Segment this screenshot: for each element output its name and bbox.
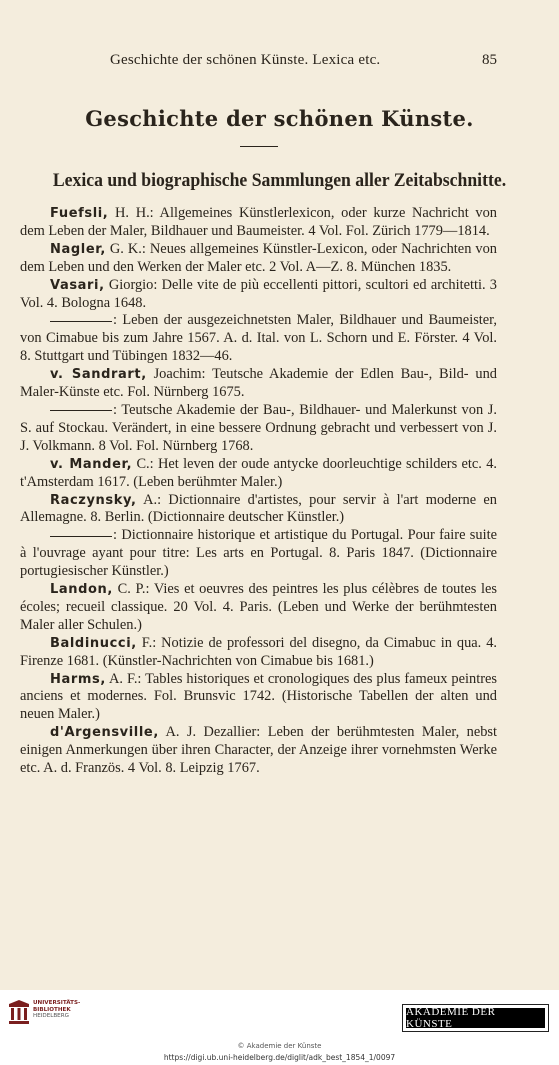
university-library-logo-icon[interactable] <box>8 1000 30 1026</box>
entry-text: G. K.: Neues allgemeines Künstler-Lexicon, oder Nachrichten von dem Leben und den Werken der Maler etc. 2 Vol. A—Z. 8. München 1835. <box>20 240 497 275</box>
university-library-name[interactable]: UNIVERSITÄTS- BIBLIOTHEK HEIDELBERG <box>33 1000 81 1020</box>
bibliography-entry <box>20 456 497 492</box>
bibliography-entry <box>20 581 497 635</box>
author-name: Nagler, <box>50 241 106 257</box>
entry-text: H. H.: Allgemeines Künstlerlexicon, oder kurze Nachricht von dem Leben der Maler, Bildhauer und Baumeister. 4 Vol. Fol. Zürich 1779—1814. <box>20 205 497 239</box>
bibliography-entry <box>20 527 497 581</box>
entry-text: C.: Het leven der oude antycke doorleuchtige schilders etc. 4. t'Amsterdam 1617. (Leben berühmter Maler.) <box>20 455 498 490</box>
bibliography-entry <box>20 366 497 402</box>
entry-text: : Leben der ausgezeichnetsten Maler, Bildhauer und Baumeister, von Cimabue bis zum Jahre 1567. A. d. Ital. von L. Schorn und E. Förster. 4 Vol. 8. Stuttgart und Tübingen 1832—46. <box>20 312 497 365</box>
author-name: v. Sandrart, <box>50 367 147 383</box>
permalink-url[interactable]: https://digi.ub.uni-heidelberg.de/diglit/adk_best_1854_1/0097 <box>163 1053 396 1062</box>
entry-text: : Dictionnaire historique et artistique du Portugal. Pour faire suite à l'ouvrage ayant pour titre: Les arts en Portugal. 8. Paris 1847. (Dictionnaire portugiesischer Künstler.) <box>20 527 497 580</box>
bibliography-entry <box>20 492 497 528</box>
author-name: v. Mander, <box>50 456 133 472</box>
akademie-logo-text: AKADEMIE DER KÜNSTE <box>406 1008 545 1028</box>
bibliography-entry <box>20 671 497 725</box>
author-name: Harms, <box>50 671 106 687</box>
bibliography-entries <box>20 205 497 778</box>
ditto-dash <box>50 410 112 411</box>
copyright-notice: © Akademie der Künste <box>237 1042 322 1050</box>
entry-text: A. J. Dezallier: Leben der berühmtesten Maler, nebst einigen Anmerkungen über ihren Character, der Anzeige ihrer vornehmsten Werke etc. A. d. Französ. 4 Vol. 8. Leipzig 1767. <box>20 724 497 777</box>
section-title: Lexica und biographische Sammlungen aller Zeitabschnitte. <box>52 170 507 191</box>
running-head <box>0 52 559 74</box>
bibliography-entry <box>20 241 497 277</box>
title-divider <box>240 146 278 147</box>
author-name: d'Argensville, <box>50 725 159 741</box>
author-name: Fuefsli, <box>50 206 109 221</box>
entry-text: A. F.: Tables historiques et cronologiques des plus fameux peintres anciens et modernes. Fol. Brunsvic 1742. (Historische Tabellen der alten und neuen Maler.) <box>20 670 497 723</box>
bibliography-entry <box>20 724 497 778</box>
bibliography-entry <box>20 205 497 241</box>
author-name: Landon, <box>50 582 113 598</box>
page-number: 85 <box>482 52 497 68</box>
author-name: Vasari, <box>50 277 105 293</box>
entry-text: A.: Dictionnaire d'artistes, pour servir à l'art moderne en Allemagne. 8. Berlin. (Dictionnaire deutscher Künstler.) <box>20 491 497 526</box>
running-title: Geschichte der schönen Künste. Lexica etc. <box>110 52 381 68</box>
viewer-footer <box>0 990 559 1065</box>
entry-text: C. P.: Vies et oeuvres des peintres les plus célèbres de toutes les écoles; recueil classique. 20 Vol. 4. Paris. (Leben und Werke der berühmtesten Maler aller Schulen.) <box>20 581 497 633</box>
entry-text: Joachim: Teutsche Akademie der Edlen Bau-, Bild- und Maler-Künste etc. Fol. Nürnberg 1675. <box>20 366 497 401</box>
bibliography-entry <box>20 277 497 313</box>
author-name: Baldinucci, <box>50 635 137 651</box>
ditto-dash <box>50 321 112 322</box>
bibliography-entry <box>20 312 497 366</box>
bibliography-entry <box>20 402 497 456</box>
bibliography-entry <box>20 635 497 671</box>
author-name: Raczynsky, <box>50 492 137 508</box>
entry-text: : Teutsche Akademie der Bau-, Bildhauer- und Malerkunst von J. S. auf Stockau. Verändert, in eine bessere Ordnung gebracht und verbessert von J. J. Volkmann. 8 Vol. Fol. Nürnberg 1768. <box>20 401 497 454</box>
ditto-dash <box>50 536 112 537</box>
entry-text: F.: Notizie de professori del disegno, da Cimabuc in qua. 4. Firenze 1681. (Künstler-Nachrichten von Cimabue bis 1681.) <box>20 634 497 669</box>
entry-text: Giorgio: Delle vite de più eccellenti pittori, scultori ed architetti. 3 Vol. 4. Bologna 1648. <box>20 276 497 311</box>
main-title: Geschichte der schönen Künste. <box>85 106 474 131</box>
akademie-logo[interactable] <box>402 1004 549 1032</box>
